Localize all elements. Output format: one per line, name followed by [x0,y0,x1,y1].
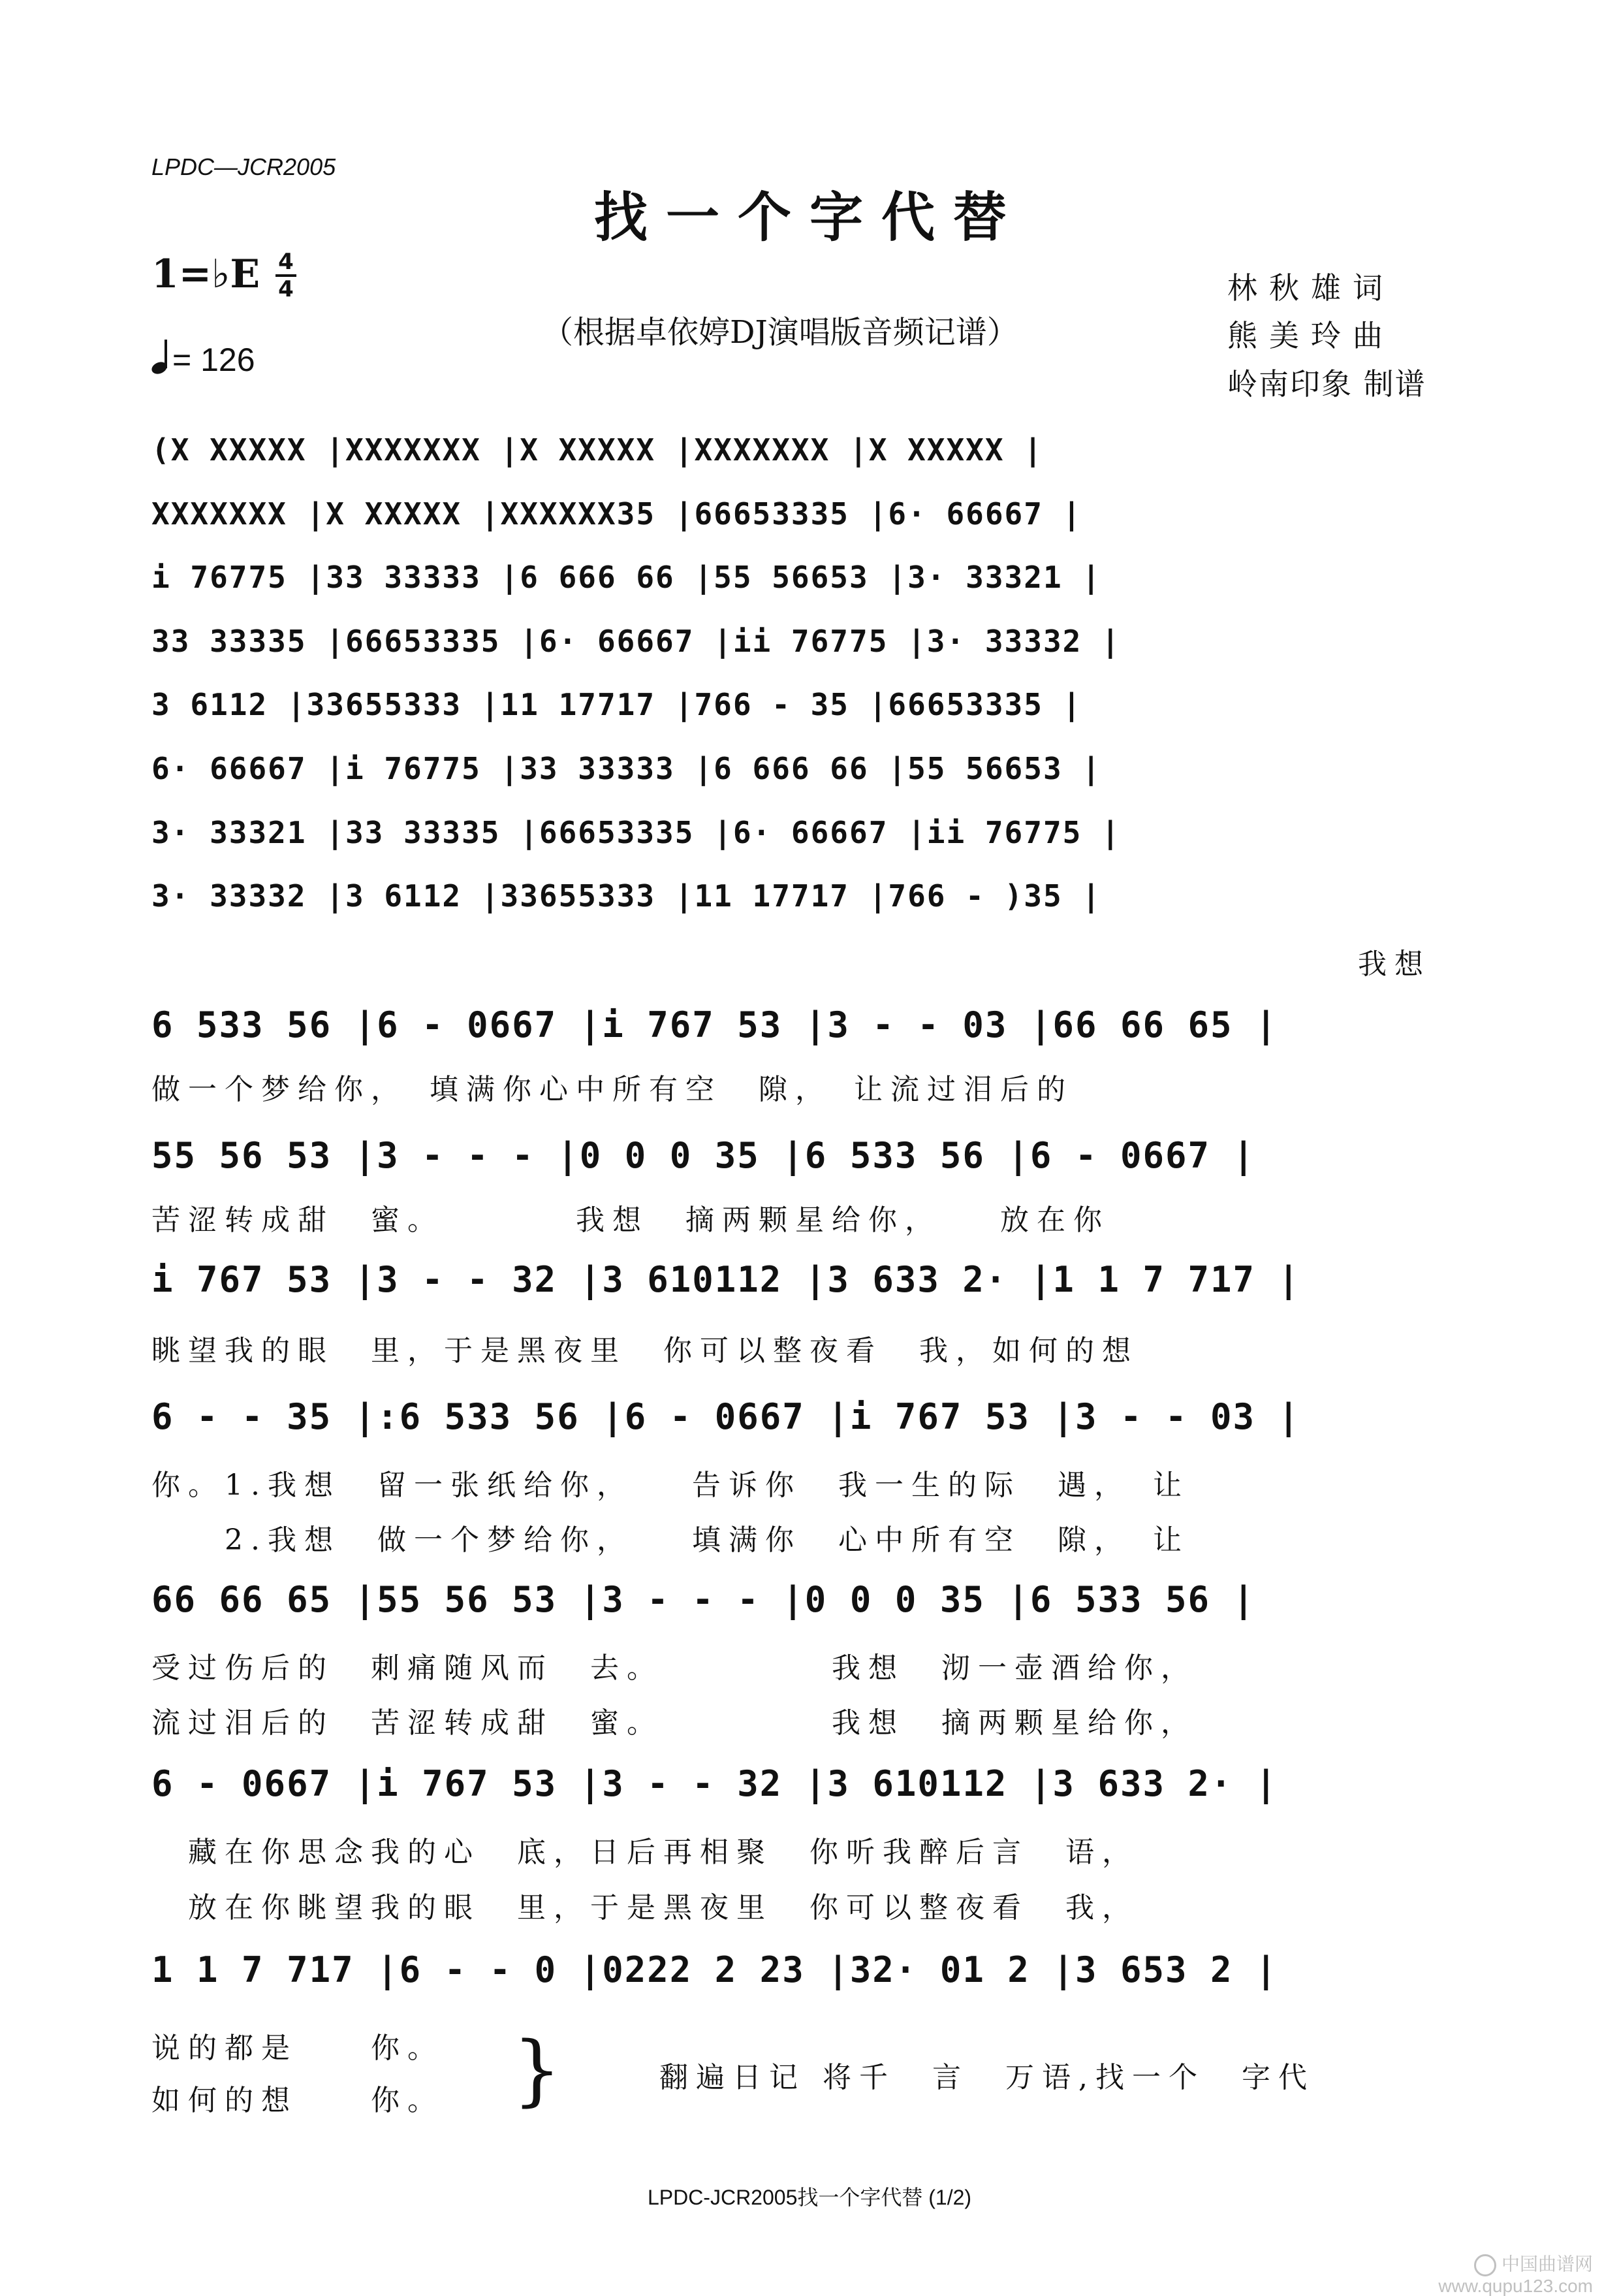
time-top: 4 [278,249,294,275]
score-code: LPDC—JCR2005 [151,153,336,180]
lyric-line: 放在你眺望我的眼 里，于是黑夜里 你可以整夜看 我， [151,1891,1139,1924]
notation-row: 6 - - 35 |:6 533 56 |6 - 0667 |i 767 53 |3 - - 03 | [151,1396,1301,1437]
watermark-logo-icon [1474,2254,1496,2276]
lyricist-credit: 林秋雄词 [1227,270,1394,306]
site-watermark [1438,2254,1593,2296]
tempo-mark [151,340,255,379]
lyric-line: 2.我想 做一个梦给你， 填满你 心中所有空 隙， 让 [151,1523,1189,1557]
notation-row: 6 - 0667 |i 767 53 |3 - - 32 |3 610112 |3 633 2· | [151,1763,1278,1804]
intro-row: XXXXXXX |X XXXXX |XXXXXX35 |66653335 |6· 66667 | [151,496,1082,532]
intro-row: 3· 33321 |33 33335 |66653335 |6· 66667 |ii 76775 | [151,815,1121,850]
lyric-line: 说的都是 你。 [151,2032,444,2065]
intro-row: 6· 66667 |i 76775 |33 33333 |6 666 66 |55 56653 | [151,751,1102,786]
lyric-line: 做一个梦给你， 填满你心中所有空 隙， 让流过泪后的 [151,1073,1073,1106]
composer-credit: 熊美玲曲 [1227,318,1394,353]
notation-row: 66 66 65 |55 56 53 |3 - - - |0 0 0 35 |6 533 56 | [151,1579,1256,1620]
notation-row: i 767 53 |3 - - 32 |3 610112 |3 633 2· |1 1 7 717 | [151,1259,1301,1300]
lyric-line: 你。1.我想 留一张纸给你， 告诉你 我一生的际 遇， 让 [151,1469,1189,1502]
notation-row: 1 1 7 717 |6 - - 0 |0222 2 23 |32· 01 2 |3 653 2 | [151,1949,1278,1990]
arranger-credit: 岭南印象 制谱 [1227,366,1426,402]
time-bottom: 4 [278,276,294,302]
notation-row: 6 533 56 |6 - 0667 |i 767 53 |3 - - 03 |66 66 65 | [151,1004,1278,1045]
intro-row: 33 33335 |66653335 |6· 66667 |ii 76775 |3· 33332 | [151,624,1121,659]
intro-row: i 76775 |33 33333 |6 666 66 |55 56653 |3· 33321 | [151,560,1102,595]
intro-row: 3· 33332 |3 6112 |33655333 |11 17717 |766 - )35 | [151,878,1102,914]
notation-row: 55 56 53 |3 - - - |0 0 0 35 |6 533 56 |6 - 0667 | [151,1135,1256,1176]
watermark-url: www.qupu123.com [1438,2276,1593,2296]
key-signature: 1=♭E [151,251,260,297]
side-lyric-line: 翻遍日记 将千 言 万语,找一个 字代 [659,2061,1315,2094]
quarter-note-icon [151,340,168,375]
intro-row: (X XXXXX |XXXXXXX |X XXXXX |XXXXXXX |X XXXXX | [151,432,1043,468]
page-footer: LPDC-JCR2005找一个字代替 (1/2) [647,2186,972,2209]
lyric-line: 眺望我的眼 里，于是黑夜里 你可以整夜看 我，如何的想 [151,1334,1139,1367]
lyric-line: 流过泪后的 苦涩转成甜 蜜。 我想 摘两颗星给你， [151,1706,1197,1740]
lyric-line: 受过伤后的 刺痛随风而 去。 我想 沏一壶酒给你， [151,1651,1197,1685]
watermark-name: 中国曲谱网 [1501,2254,1593,2274]
page-title: 找一个字代替 [593,186,1025,249]
source-note: （根据卓依婷DJ演唱版音频记谱） [542,314,1018,351]
intro-row: 3 6112 |33655333 |11 17717 |766 - 35 |66653335 | [151,687,1082,722]
lyric-line: 如何的想 你。 [151,2084,444,2117]
lyric-line: 藏在你思念我的心 底，日后再相聚 你听我醉后言 语， [151,1836,1139,1869]
pickup-lyric: 我想 [1358,948,1431,981]
lyric-line: 苦涩转成甜 蜜。 我想 摘两颗星给你， 放在你 [151,1204,1110,1237]
time-signature [275,249,296,302]
lyric-brace: } [512,2024,562,2114]
tempo-value: = 126 [172,342,255,378]
